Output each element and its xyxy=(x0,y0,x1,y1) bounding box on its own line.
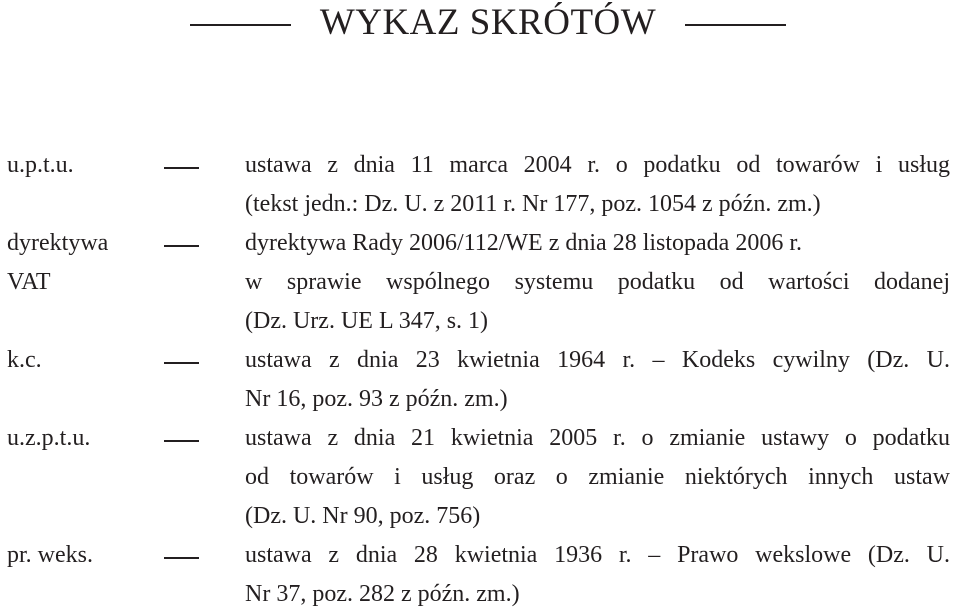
definition-line: Nr 16, poz. 93 z późn. zm.) xyxy=(245,386,508,412)
definition-line: Nr 37, poz. 282 z późn. zm.) xyxy=(245,581,520,607)
definition-line: ustawa z dnia 11 marca 2004 r. o podatku od towarów i usług xyxy=(245,152,950,178)
definition-line: (Dz. U. Nr 90, poz. 756) xyxy=(245,503,481,529)
abbreviation-entry xyxy=(0,224,960,341)
title-rule-right xyxy=(685,24,786,26)
title-rule-left xyxy=(190,24,291,26)
abbreviation-term xyxy=(7,419,157,458)
abbreviation-entry xyxy=(0,146,960,224)
definition-line: ustawa z dnia 23 kwietnia 1964 r. – Kodeks cywilny (Dz. U. xyxy=(245,347,950,373)
dash-separator xyxy=(164,167,199,169)
abbreviation-entry xyxy=(0,536,960,614)
abbreviation-entry xyxy=(0,341,960,419)
definition-line: ustawa z dnia 28 kwietnia 1936 r. – Prawo wekslowe (Dz. U. xyxy=(245,542,950,568)
abbreviation-term xyxy=(7,536,157,575)
abbreviation-definition xyxy=(245,224,957,341)
dash-separator xyxy=(164,362,199,364)
abbreviation-term-line: pr. weks. xyxy=(7,542,93,568)
abbreviation-definition xyxy=(245,419,957,536)
abbreviation-definition xyxy=(245,146,957,224)
definition-line: ustawa z dnia 21 kwietnia 2005 r. o zmianie ustawy o podatku xyxy=(245,425,950,451)
abbreviation-definition xyxy=(245,536,957,614)
definition-line: (Dz. Urz. UE L 347, s. 1) xyxy=(245,308,489,334)
abbreviation-definition xyxy=(245,341,957,419)
abbreviation-term-line: u.p.t.u. xyxy=(7,152,74,178)
dash-separator xyxy=(164,440,199,442)
dash-separator xyxy=(164,245,199,247)
page-title: WYKAZ SKRÓTÓW xyxy=(319,2,657,43)
abbreviation-term xyxy=(7,224,157,302)
abbreviation-term-line: VAT xyxy=(7,269,51,295)
definition-line: od towarów i usług oraz o zmianie niektórych innych ustaw xyxy=(245,464,950,490)
page-header xyxy=(0,0,960,50)
definition-line: w sprawie wspólnego systemu podatku od wartości dodanej xyxy=(245,269,950,295)
abbreviation-term-line: k.c. xyxy=(7,347,42,373)
abbreviation-term xyxy=(7,146,157,185)
abbreviation-term xyxy=(7,341,157,380)
abbreviation-term-line: u.z.p.t.u. xyxy=(7,425,91,451)
definition-line: (tekst jedn.: Dz. U. z 2011 r. Nr 177, poz. 1054 z późn. zm.) xyxy=(245,191,821,217)
abbreviation-entry xyxy=(0,419,960,536)
abbreviation-list xyxy=(0,146,960,614)
dash-separator xyxy=(164,557,199,559)
definition-line: dyrektywa Rady 2006/112/WE z dnia 28 listopada 2006 r. xyxy=(245,230,803,256)
abbreviation-term-line: dyrektywa xyxy=(7,230,109,256)
